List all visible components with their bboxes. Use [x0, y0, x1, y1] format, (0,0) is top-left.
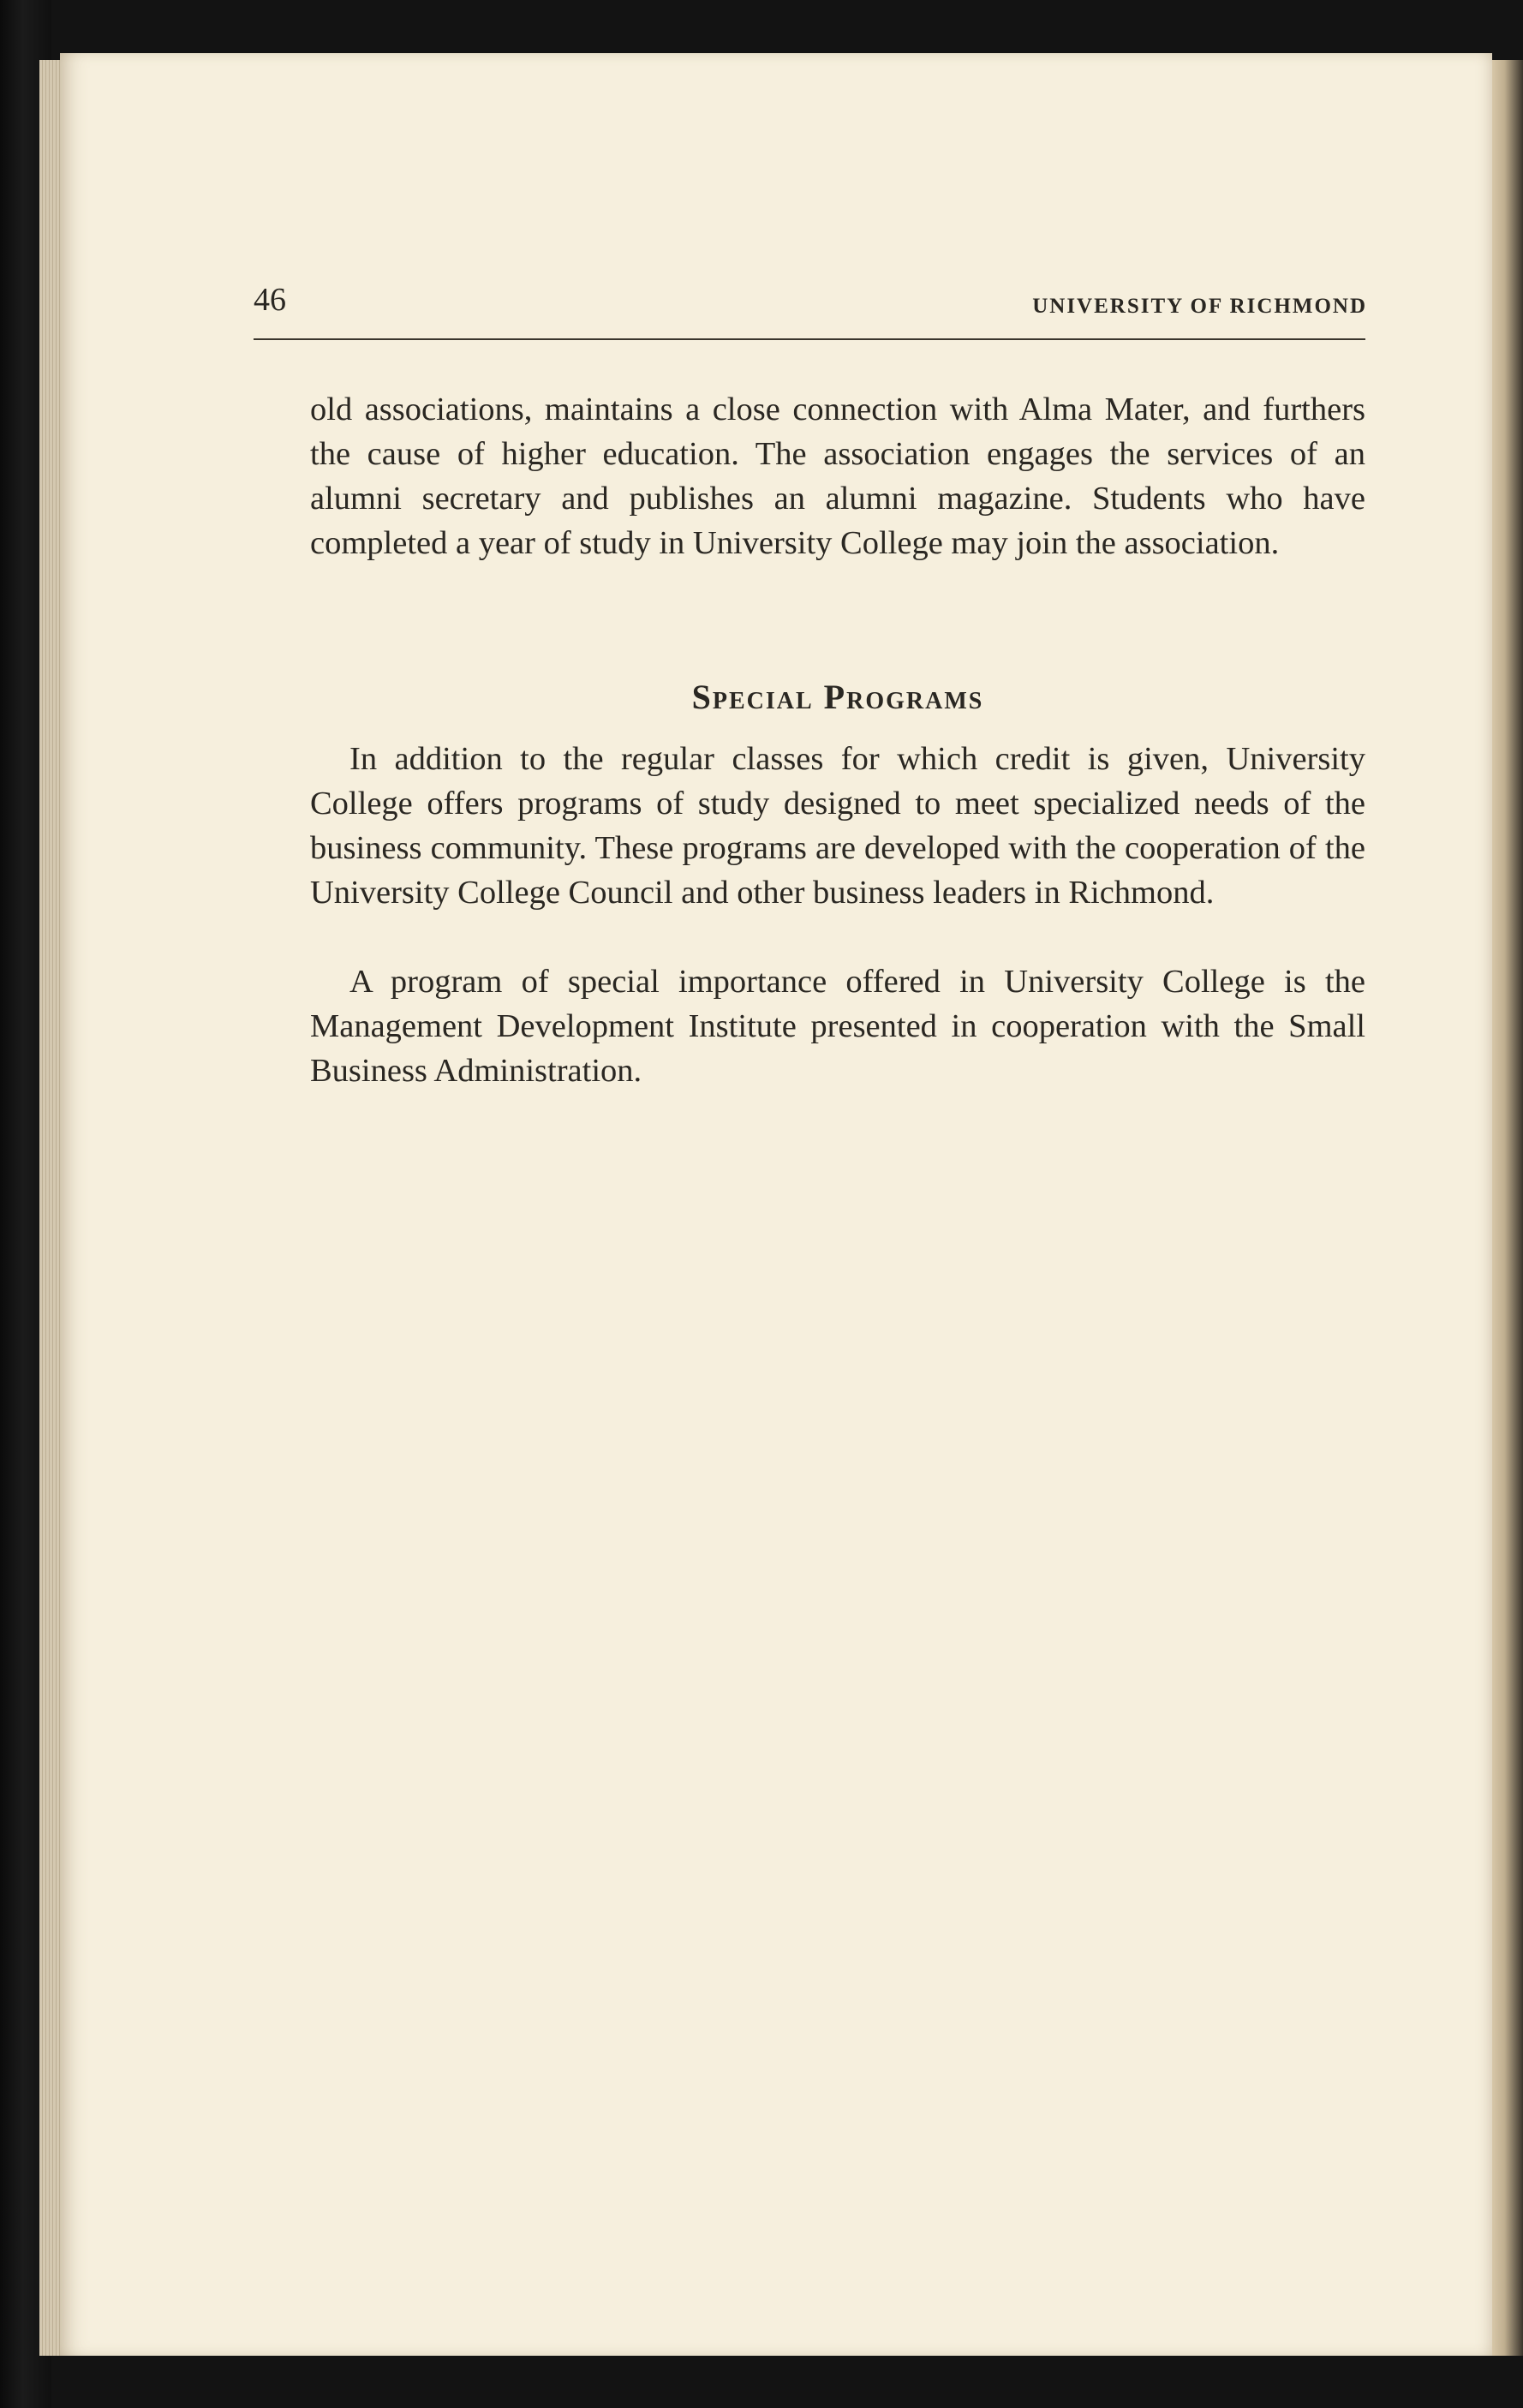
header-rule [254, 338, 1365, 340]
page-number: 46 [254, 282, 286, 318]
page-right-edge [1492, 60, 1523, 2356]
paragraph-management-institute: A program of special importance offered in University College is the Management Development Institute presented in cooperation with the Small Business Administration. [310, 964, 1365, 1089]
paragraph-special-programs: In addition to the regular classes for which credit is given, University College offers programs of study designed to meet specialized needs of the business community. These programs are developed with the cooperation of the University College Council and other business leaders in Richmond. [310, 741, 1365, 911]
page-header [254, 274, 1367, 334]
running-head: UNIVERSITY OF RICHMOND [1032, 295, 1367, 318]
paragraph-alumni-association: old associations, maintains a close connection with Alma Mater, and furthers the cause of higher education. The association engages the services of an alumni secretary and publishes an alumni magazine. Students who have completed a year of study in University College may join the association. [310, 391, 1365, 561]
section-heading-special-programs: Special Programs [691, 678, 984, 716]
